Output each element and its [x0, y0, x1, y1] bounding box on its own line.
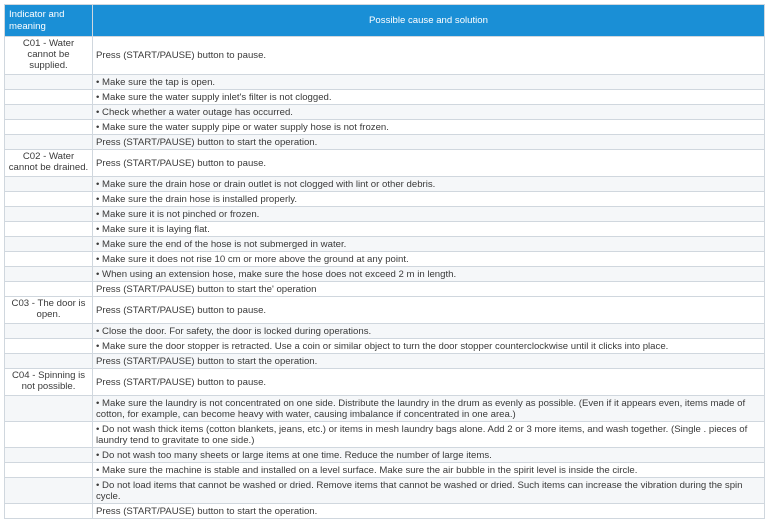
cause-cell: Press (START/PAUSE) button to pause. [93, 37, 765, 75]
table-row [5, 478, 765, 504]
table-row [5, 324, 765, 339]
indicator-cell: C02 - Water cannot be drained. [5, 150, 93, 177]
table-row [5, 448, 765, 463]
error-code-table [4, 4, 765, 519]
cause-cell: • Make sure it is not pinched or frozen. [93, 207, 765, 222]
indicator-cell-empty [5, 354, 93, 369]
cause-cell: Press (START/PAUSE) button to start the operation. [93, 504, 765, 519]
table-row [5, 105, 765, 120]
table-row [5, 90, 765, 105]
indicator-cell-empty [5, 463, 93, 478]
indicator-cell-empty [5, 339, 93, 354]
table-row [5, 207, 765, 222]
cause-cell: • Do not wash thick items (cotton blankets, jeans, etc.) or items in mesh laundry bags alone. Add 2 or 3 more items, and wash together. (Single . pieces of laundry tend to gravitate to one side.) [93, 422, 765, 448]
cause-cell: • When using an extension hose, make sure the hose does not exceed 2 m in length. [93, 267, 765, 282]
indicator-cell-empty [5, 504, 93, 519]
table-row [5, 237, 765, 252]
cause-cell: Press (START/PAUSE) button to pause. [93, 297, 765, 324]
indicator-cell-empty [5, 177, 93, 192]
cause-cell: • Make sure the laundry is not concentrated on one side. Distribute the laundry in the drum as evenly as possible. (Even if it appears even, items made of cotton, for example, can become heavy with water, causing imbalance if concentrated in one area.) [93, 396, 765, 422]
header-cause: Possible cause and solution [93, 5, 765, 37]
table-row [5, 120, 765, 135]
cause-cell: • Make sure it does not rise 10 cm or more above the ground at any point. [93, 252, 765, 267]
cause-cell: • Do not wash too many sheets or large items at one time. Reduce the number of large items. [93, 448, 765, 463]
indicator-cell-empty [5, 222, 93, 237]
table-body [5, 37, 765, 519]
table-row [5, 135, 765, 150]
troubleshooting-table-container [4, 4, 764, 519]
indicator-cell-empty [5, 252, 93, 267]
cause-cell: • Close the door. For safety, the door is locked during operations. [93, 324, 765, 339]
table-row [5, 422, 765, 448]
table-row [5, 463, 765, 478]
table-row [5, 150, 765, 177]
indicator-cell-empty [5, 135, 93, 150]
indicator-cell-empty [5, 75, 93, 90]
indicator-cell-empty [5, 105, 93, 120]
cause-cell: • Do not load items that cannot be washed or dried. Remove items that cannot be washed or dried. Such items can increase the vibration during the spin cycle. [93, 478, 765, 504]
indicator-cell: C01 - Water cannot be supplied. [5, 37, 93, 75]
header-indicator: Indicator and meaning [5, 5, 93, 37]
table-row [5, 37, 765, 75]
table-row [5, 297, 765, 324]
cause-cell: • Make sure the drain hose is installed properly. [93, 192, 765, 207]
table-row [5, 339, 765, 354]
indicator-cell: C03 - The door is open. [5, 297, 93, 324]
table-header-row [5, 5, 765, 37]
table-row [5, 177, 765, 192]
indicator-cell-empty [5, 448, 93, 463]
cause-cell: • Make sure the door stopper is retracted. Use a coin or similar object to turn the door stopper counterclockwise until it clicks into place. [93, 339, 765, 354]
table-row [5, 252, 765, 267]
cause-cell: Press (START/PAUSE) button to start the operation. [93, 354, 765, 369]
indicator-cell: C04 - Spinning is not possible. [5, 369, 93, 396]
indicator-cell-empty [5, 237, 93, 252]
table-row [5, 396, 765, 422]
indicator-cell-empty [5, 282, 93, 297]
indicator-cell-empty [5, 422, 93, 448]
cause-cell: • Make sure the tap is open. [93, 75, 765, 90]
indicator-cell-empty [5, 396, 93, 422]
cause-cell: Press (START/PAUSE) button to pause. [93, 369, 765, 396]
table-row [5, 282, 765, 297]
cause-cell: • Make sure the drain hose or drain outlet is not clogged with lint or other debris. [93, 177, 765, 192]
cause-cell: Press (START/PAUSE) button to start the operation. [93, 135, 765, 150]
table-row [5, 75, 765, 90]
indicator-cell-empty [5, 207, 93, 222]
cause-cell: • Make sure the end of the hose is not submerged in water. [93, 237, 765, 252]
cause-cell: • Make sure the water supply inlet's filter is not clogged. [93, 90, 765, 105]
table-row [5, 504, 765, 519]
cause-cell: • Check whether a water outage has occurred. [93, 105, 765, 120]
cause-cell: • Make sure it is laying flat. [93, 222, 765, 237]
indicator-cell-empty [5, 324, 93, 339]
indicator-cell-empty [5, 120, 93, 135]
table-row [5, 267, 765, 282]
indicator-cell-empty [5, 478, 93, 504]
cause-cell: Press (START/PAUSE) button to start the' operation [93, 282, 765, 297]
table-row [5, 354, 765, 369]
indicator-cell-empty [5, 267, 93, 282]
table-row [5, 369, 765, 396]
table-row [5, 192, 765, 207]
table-row [5, 222, 765, 237]
cause-cell: Press (START/PAUSE) button to pause. [93, 150, 765, 177]
cause-cell: • Make sure the water supply pipe or water supply hose is not frozen. [93, 120, 765, 135]
cause-cell: • Make sure the machine is stable and installed on a level surface. Make sure the air bubble in the spirit level is inside the circle. [93, 463, 765, 478]
indicator-cell-empty [5, 192, 93, 207]
indicator-cell-empty [5, 90, 93, 105]
